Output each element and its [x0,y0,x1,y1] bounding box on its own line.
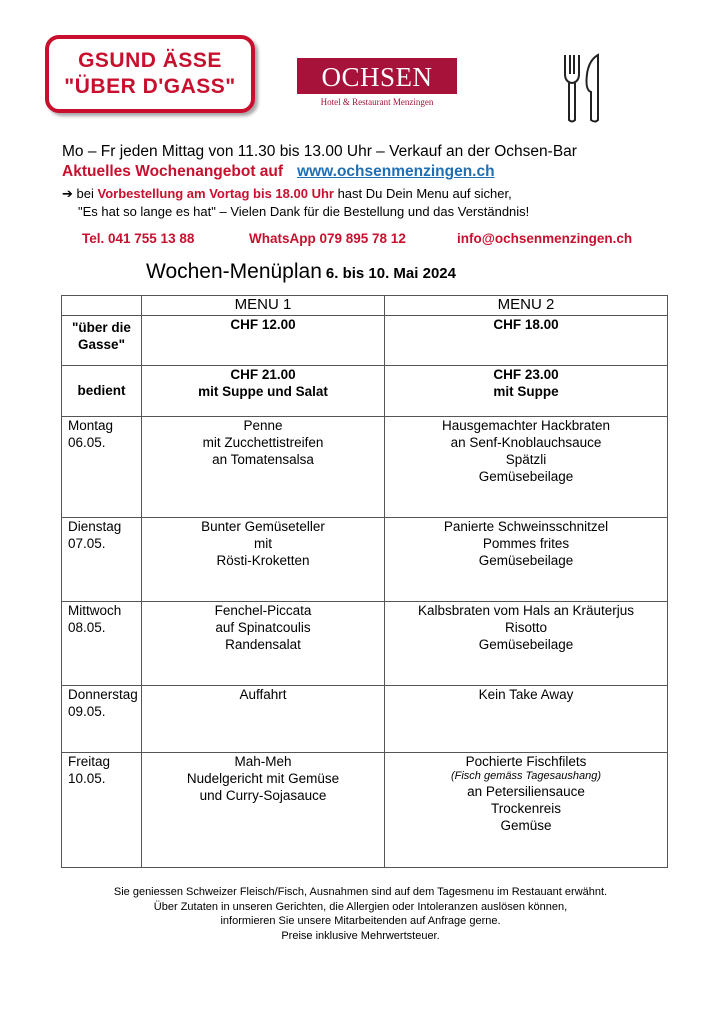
bedient-menu-2-price: CHF 23.00 [493,367,559,382]
day-cell [62,602,142,686]
dish-line: Trockenreis [490,801,562,816]
header-menu-1: MENU 1 [142,296,385,316]
dish-line: Panierte Schweinsschnitzel [443,519,609,534]
footer-line: Preise inklusive Mehrwertsteuer. [281,929,440,942]
dish-line: auf Spinatcoulis [215,620,311,635]
gasse-label [62,316,142,366]
dish-line: Gemüsebeilage [478,553,574,568]
preorder-pre: bei [72,186,98,201]
footer-notes [0,885,721,943]
menu-2-cell [385,686,668,753]
day-name: Freitag [68,754,111,769]
dish-line: Pommes frites [482,536,570,551]
dish-line: Penne [243,418,283,433]
day-name: Dienstag [68,519,122,534]
cutlery-icon [562,52,604,124]
gasse-price-menu-1: CHF 12.00 [142,316,385,366]
bedient-menu-2 [385,366,668,417]
preorder-line [62,186,512,202]
dish-line: an Senf-Knoblauchsauce [450,435,602,450]
day-date: 08.05. [68,620,106,635]
dish-line: Hausgemachter Hackbraten [441,418,611,433]
menu-1-cell [142,753,385,868]
gasse-price-menu-2: CHF 18.00 [385,316,668,366]
day-cell [62,753,142,868]
contact-email[interactable]: info@ochsenmenzingen.ch [457,231,633,246]
dish-line: Spätzli [505,452,547,467]
contact-whatsapp[interactable]: WhatsApp 079 895 78 12 [249,231,406,246]
dish-line: Rösti-Kroketten [216,553,310,568]
footer-line: Über Zutaten in unseren Gerichten, die Allergien oder Intoleranzen auslösen können, [153,900,568,913]
plan-dates: 6. bis 10. Mai 2024 [325,265,456,282]
dish-line: Pochierte Fischfilets [465,754,587,769]
dish-line: Randensalat [225,637,301,652]
gasse-label-2: Gasse" [78,337,125,352]
table-row-donnerstag [62,686,668,753]
bedient-menu-1-desc: mit Suppe und Salat [198,384,328,399]
bedient-menu-1-price: CHF 21.00 [230,367,296,382]
dish-line: Bunter Gemüseteller [201,519,325,534]
table-row-bedient [62,366,668,417]
day-date: 09.05. [68,704,106,719]
menu-table [61,295,668,868]
dish-line: und Curry-Sojasauce [199,788,327,803]
logo-name: OCHSEN [297,58,457,94]
dish-line: Kalbsbraten vom Hals an Kräuterjus [417,603,635,618]
plan-title-text: Wochen-Menüplan [146,260,322,283]
dish-line: Risotto [504,620,548,635]
dish-line: an Tomatensalsa [212,452,314,467]
menu-2-cell [385,518,668,602]
gsund-aesse-stamp [45,35,255,113]
dish-line: Kein Take Away [478,687,574,702]
menu-1-cell [142,686,385,753]
day-cell [62,686,142,753]
dish-line: Nudelgericht mit Gemüse [186,771,340,786]
dish-line: Gemüsebeilage [478,469,574,484]
day-name: Mittwoch [68,603,122,618]
footer-line: Sie geniessen Schweizer Fleisch/Fisch, Ausnahmen sind auf dem Tagesmenu im Restauant erwähnt. [113,886,608,898]
table-header-row [62,296,668,316]
bedient-menu-1 [142,366,385,417]
weekly-offer-line [62,163,495,181]
table-row-freitag [62,753,668,868]
bedient-label: bedient [62,366,142,417]
dish-line: mit [254,536,272,551]
menu-2-cell [385,753,668,868]
menu-plan-title [146,260,456,284]
dish-line: Gemüse [500,818,552,833]
dish-line: Auffahrt [239,687,287,702]
dish-line: Gemüsebeilage [478,637,574,652]
website-link[interactable]: www.ochsenmenzingen.ch [297,163,495,180]
dish-line: an Petersiliensauce [467,784,585,799]
preorder-deadline: Vorbestellung am Vortag bis 18.00 Uhr [97,186,334,201]
dish-note: (Fisch gemäss Tagesaushang) [450,770,601,782]
stamp-line-1: GSUND ÄSSE [78,49,222,72]
day-date: 06.05. [68,435,106,450]
table-row-mittwoch [62,602,668,686]
weekly-offer-label: Aktuelles Wochenangebot auf [62,163,284,180]
stamp-line-2: "ÜBER D'GASS" [64,75,236,98]
table-row-gasse [62,316,668,366]
header-menu-2: MENU 2 [385,296,668,316]
table-row-dienstag [62,518,668,602]
menu-2-cell [385,602,668,686]
menu-1-cell [142,417,385,518]
header-empty-cell [62,296,142,316]
bedient-menu-2-desc: mit Suppe [493,384,559,399]
gasse-label-1: "über die [72,320,131,335]
preorder-note: "Es hat so lange es hat" – Vielen Dank für die Bestellung und das Verständnis! [78,204,530,219]
menu-2-cell [385,417,668,518]
menu-1-cell [142,602,385,686]
day-cell [62,417,142,518]
day-cell [62,518,142,602]
day-name: Montag [68,418,114,433]
logo-subtitle: Hotel & Restaurant Menzingen [320,97,434,107]
menu-1-cell [142,518,385,602]
day-date: 07.05. [68,536,106,551]
dish-line: Mah-Meh [234,754,292,769]
contact-phone[interactable]: Tel. 041 755 13 88 [82,231,195,246]
day-name: Donnerstag [68,687,138,702]
dish-line: mit Zucchettistreifen [202,435,324,450]
ochsen-logo [297,58,457,107]
dish-line: Fenchel-Piccata [214,603,312,618]
preorder-post: hast Du Dein Menu auf sicher, [333,186,512,201]
footer-line: informieren Sie unsere Mitarbeitenden auf Anfrage gerne. [220,915,501,927]
table-row-montag [62,417,668,518]
arrow-right-icon: ➔ [62,186,73,201]
day-date: 10.05. [68,771,106,786]
opening-hours: Mo – Fr jeden Mittag von 11.30 bis 13.00 Uhr – Verkauf an der Ochsen-Bar [62,143,577,160]
